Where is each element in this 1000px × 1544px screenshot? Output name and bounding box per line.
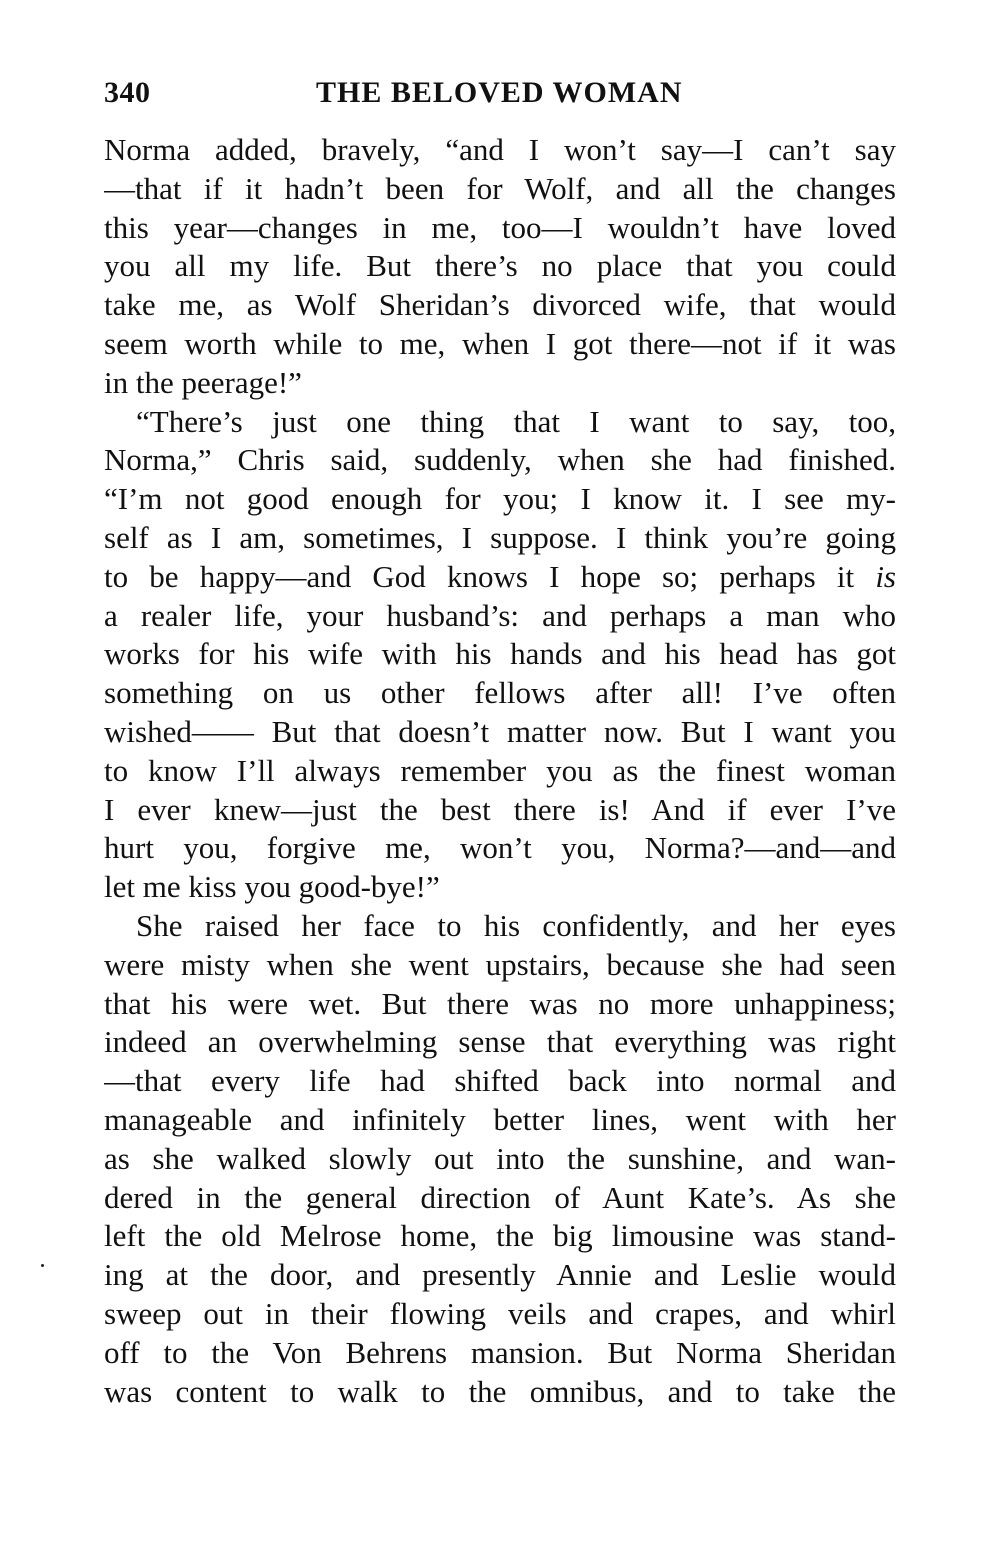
running-title: THE BELOVED WOMAN: [316, 76, 683, 109]
text-line: a realer life, your husband’s: and perhaps a man who: [104, 597, 896, 633]
text-line: She raised her face to his confidently, and her eyes: [136, 907, 896, 943]
text-line: in the peerage!”: [104, 364, 302, 400]
text-line: ing at the door, and presently Annie and Leslie would: [104, 1257, 896, 1293]
text-line: —that every life had shifted back into normal and: [104, 1063, 896, 1099]
text-line: Norma,” Chris said, suddenly, when she had finished.: [104, 442, 896, 478]
text-line: seem worth while to me, when I got there—not if it was: [104, 325, 896, 361]
text-line: was content to walk to the omnibus, and to take the: [104, 1373, 896, 1409]
text-line: Norma added, bravely, “and I won’t say—I can’t say: [104, 132, 896, 167]
text-line: —that if it hadn’t been for Wolf, and all the changes: [104, 170, 896, 206]
text-line: left the old Melrose home, the big limousine was stand-: [104, 1218, 896, 1254]
text-line: manageable and infinitely better lines, went with her: [104, 1101, 896, 1137]
text-line: sweep out in their flowing veils and crapes, and whirl: [104, 1295, 896, 1331]
text-line: that his were wet. But there was no more unhappiness;: [104, 985, 896, 1021]
text-line: self as I am, sometimes, I suppose. I think you’re going: [104, 519, 896, 555]
text-line: to be happy—and God knows I hope so; perhaps it is: [104, 558, 896, 594]
text-line: I ever knew—just the best there is! And if ever I’ve: [104, 791, 896, 827]
text-line: hurt you, forgive me, won’t you, Norma?—and—and: [104, 830, 896, 866]
text-line: this year—changes in me, too—I wouldn’t have loved: [104, 209, 896, 245]
text-line: take me, as Wolf Sheridan’s divorced wife, that would: [104, 287, 896, 323]
text-line: dered in the general direction of Aunt Kate’s. As she: [104, 1179, 896, 1215]
text-line: off to the Von Behrens mansion. But Norma Sheridan: [104, 1334, 896, 1370]
text-line: wished—— But that doesn’t matter now. But I want you: [104, 713, 896, 749]
page-number: 340: [104, 76, 151, 109]
text-line: let me kiss you good-bye!”: [104, 869, 440, 905]
page-header: [104, 76, 896, 116]
text-line: “There’s just one thing that I want to say, too,: [136, 403, 896, 439]
text-line: something on us other fellows after all! I’ve often: [104, 675, 896, 711]
print-speck: [41, 1264, 44, 1267]
text-line: “I’m not good enough for you; I know it. I see my-: [104, 481, 896, 517]
body-text: [104, 131, 896, 1411]
text-line: as she walked slowly out into the sunshine, and wan-: [104, 1140, 896, 1176]
text-line: were misty when she went upstairs, because she had seen: [104, 946, 896, 982]
text-line: works for his wife with his hands and his head has got: [104, 636, 896, 672]
text-line: indeed an overwhelming sense that everything was right: [104, 1024, 896, 1060]
text-line: to know I’ll always remember you as the finest woman: [104, 752, 896, 788]
text-line: you all my life. But there’s no place that you could: [104, 248, 896, 284]
